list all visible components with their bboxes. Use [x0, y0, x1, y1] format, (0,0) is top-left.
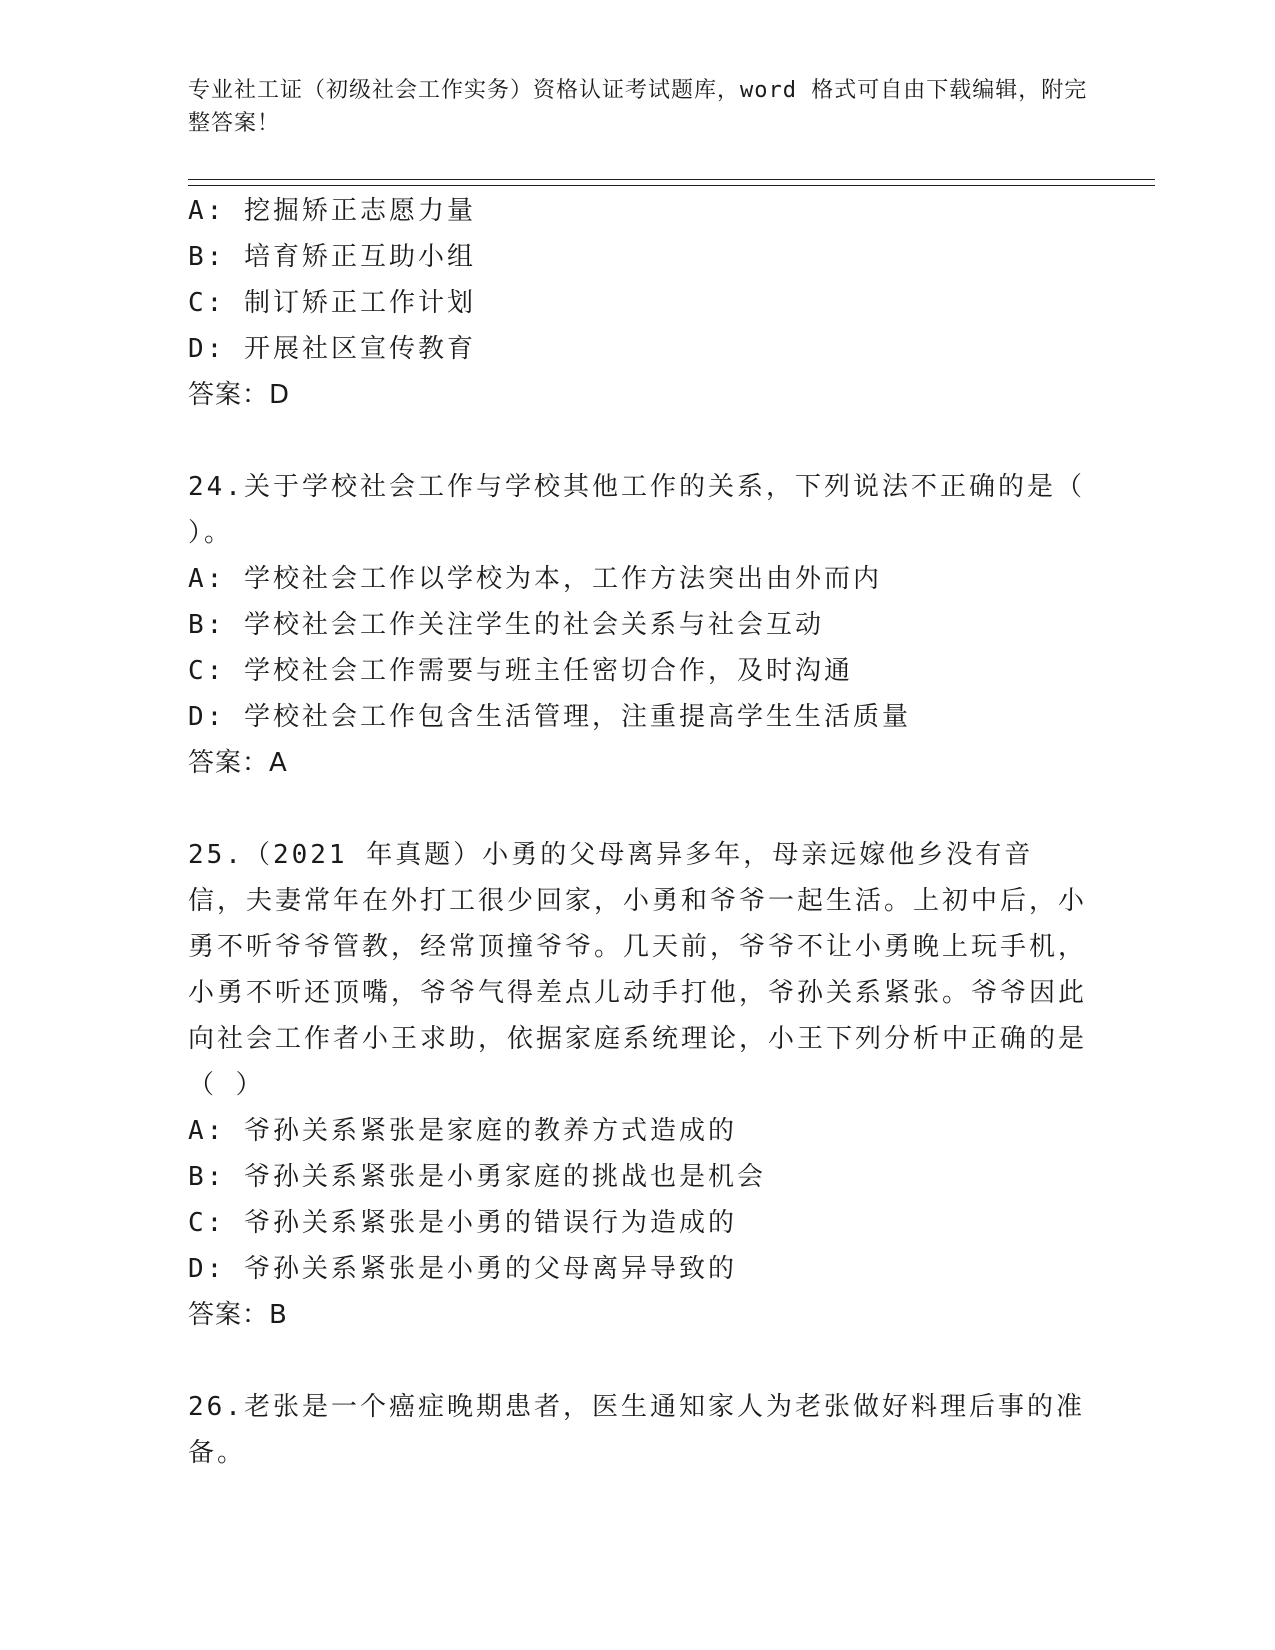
option-d: D: 爷孙关系紧张是小勇的父母离异导致的	[188, 1254, 737, 1284]
option-c: C: 制订矫正工作计划	[188, 288, 476, 318]
question-26	[188, 1384, 1088, 1476]
option-c: C: 学校社会工作需要与班主任密切合作，及时沟通	[188, 656, 853, 686]
option-b: B: 爷孙关系紧张是小勇家庭的挑战也是机会	[188, 1162, 766, 1192]
answer-line: 答案：A	[188, 748, 288, 778]
header-rule-bottom	[188, 185, 1155, 186]
question-23	[188, 188, 1088, 418]
option-b: B: 学校社会工作关注学生的社会关系与社会互动	[188, 610, 824, 640]
question-list	[188, 188, 1088, 1476]
question-stem: 24.关于学校社会工作与学校其他工作的关系，下列说法不正确的是（ ）。	[188, 472, 1085, 548]
option-d: D: 学校社会工作包含生活管理，注重提高学生生活质量	[188, 702, 911, 732]
header-rule-top	[188, 179, 1155, 180]
answer-line: 答案：B	[188, 1300, 288, 1330]
answer-line: 答案：D	[188, 380, 291, 410]
option-a: A: 爷孙关系紧张是家庭的教养方式造成的	[188, 1116, 737, 1146]
question-stem: 25.（2021 年真题）小勇的父母离异多年，母亲远嫁他乡没有音信，夫妻常年在外打工很少回家，小勇和爷爷一起生活。上初中后，小勇不听爷爷管教，经常顶撞爷爷。几天前，爷爷不让小勇晚上玩手机，小勇不听还顶嘴，爷爷气得差点儿动手打他，爷孙关系紧张。爷爷因此向社会工作者小王求助，依据家庭系统理论，小王下列分析中正确的是（ ）	[188, 840, 1088, 1100]
option-b: B: 培育矫正互助小组	[188, 242, 476, 272]
option-a: A: 学校社会工作以学校为本，工作方法突出由外而内	[188, 564, 882, 594]
option-c: C: 爷孙关系紧张是小勇的错误行为造成的	[188, 1208, 737, 1238]
question-24	[188, 464, 1088, 786]
question-stem: 26.老张是一个癌症晚期患者，医生通知家人为老张做好料理后事的准备。	[188, 1392, 1085, 1468]
option-a: A: 挖掘矫正志愿力量	[188, 196, 476, 226]
document-header	[188, 74, 1088, 140]
option-d: D: 开展社区宣传教育	[188, 334, 476, 364]
question-25	[188, 832, 1088, 1338]
header-title: 专业社工证（初级社会工作实务）资格认证考试题库，word 格式可自由下载编辑，附完整答案！	[188, 78, 1088, 136]
